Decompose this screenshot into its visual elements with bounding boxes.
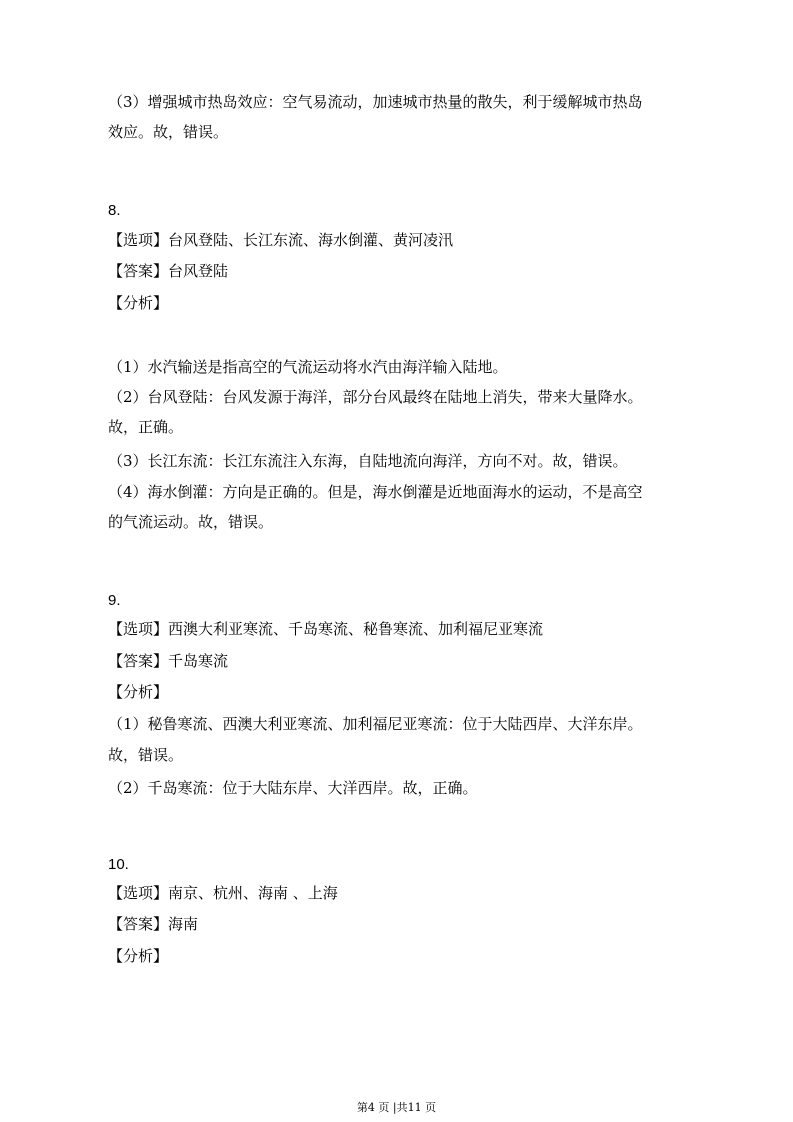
question-number: 8. <box>108 202 121 219</box>
answer-line: 【答案】台风登陆 <box>108 262 229 280</box>
options-line: 【选项】南京、杭州、海南 、上海 <box>108 884 338 902</box>
paragraph-line: 故，正确。 <box>108 418 184 436</box>
analysis-heading: 【分析】 <box>108 294 169 312</box>
answer-line: 【答案】千岛寒流 <box>108 652 229 670</box>
analysis-heading: 【分析】 <box>108 947 169 965</box>
paragraph-line: （3）增强城市热岛效应：空气易流动，加速城市热量的散失，利于缓解城市热岛 <box>108 93 643 111</box>
paragraph-line: （2）千岛寒流：位于大陆东岸、大洋西岸。故，正确。 <box>108 779 478 797</box>
paragraph-line: （2）台风登陆：台风发源于海洋，部分台风最终在陆地上消失，带来大量降水。 <box>108 388 643 406</box>
paragraph-line: 的气流运动。故，错误。 <box>108 513 274 531</box>
paragraph-line: （3）长江东流：长江东流注入东海，自陆地流向海洋，方向不对。故，错误。 <box>108 452 628 470</box>
options-line: 【选项】台风登陆、长江东流、海水倒灌、黄河凌汛 <box>108 231 454 249</box>
paragraph-line: （1）秘鲁寒流、西澳大利亚寒流、加利福尼亚寒流：位于大陆西岸、大洋东岸。 <box>108 715 643 733</box>
paragraph-line: 效应。故，错误。 <box>108 123 229 141</box>
question-number: 10. <box>108 856 129 873</box>
question-number: 9. <box>108 592 121 609</box>
paragraph-line: （1）水汽输送是指高空的气流运动将水汽由海洋输入陆地。 <box>108 358 508 376</box>
paragraph-line: （4）海水倒灌：方向是正确的。但是，海水倒灌是近地面海水的运动，不是高空 <box>108 483 643 501</box>
page-footer: 第4 页 |共11 页 <box>356 1101 437 1114</box>
options-line: 【选项】西澳大利亚寒流、千岛寒流、秘鲁寒流、加利福尼亚寒流 <box>108 620 544 638</box>
analysis-heading: 【分析】 <box>108 683 169 701</box>
paragraph-line: 故，错误。 <box>108 746 184 764</box>
answer-line: 【答案】海南 <box>108 915 199 933</box>
